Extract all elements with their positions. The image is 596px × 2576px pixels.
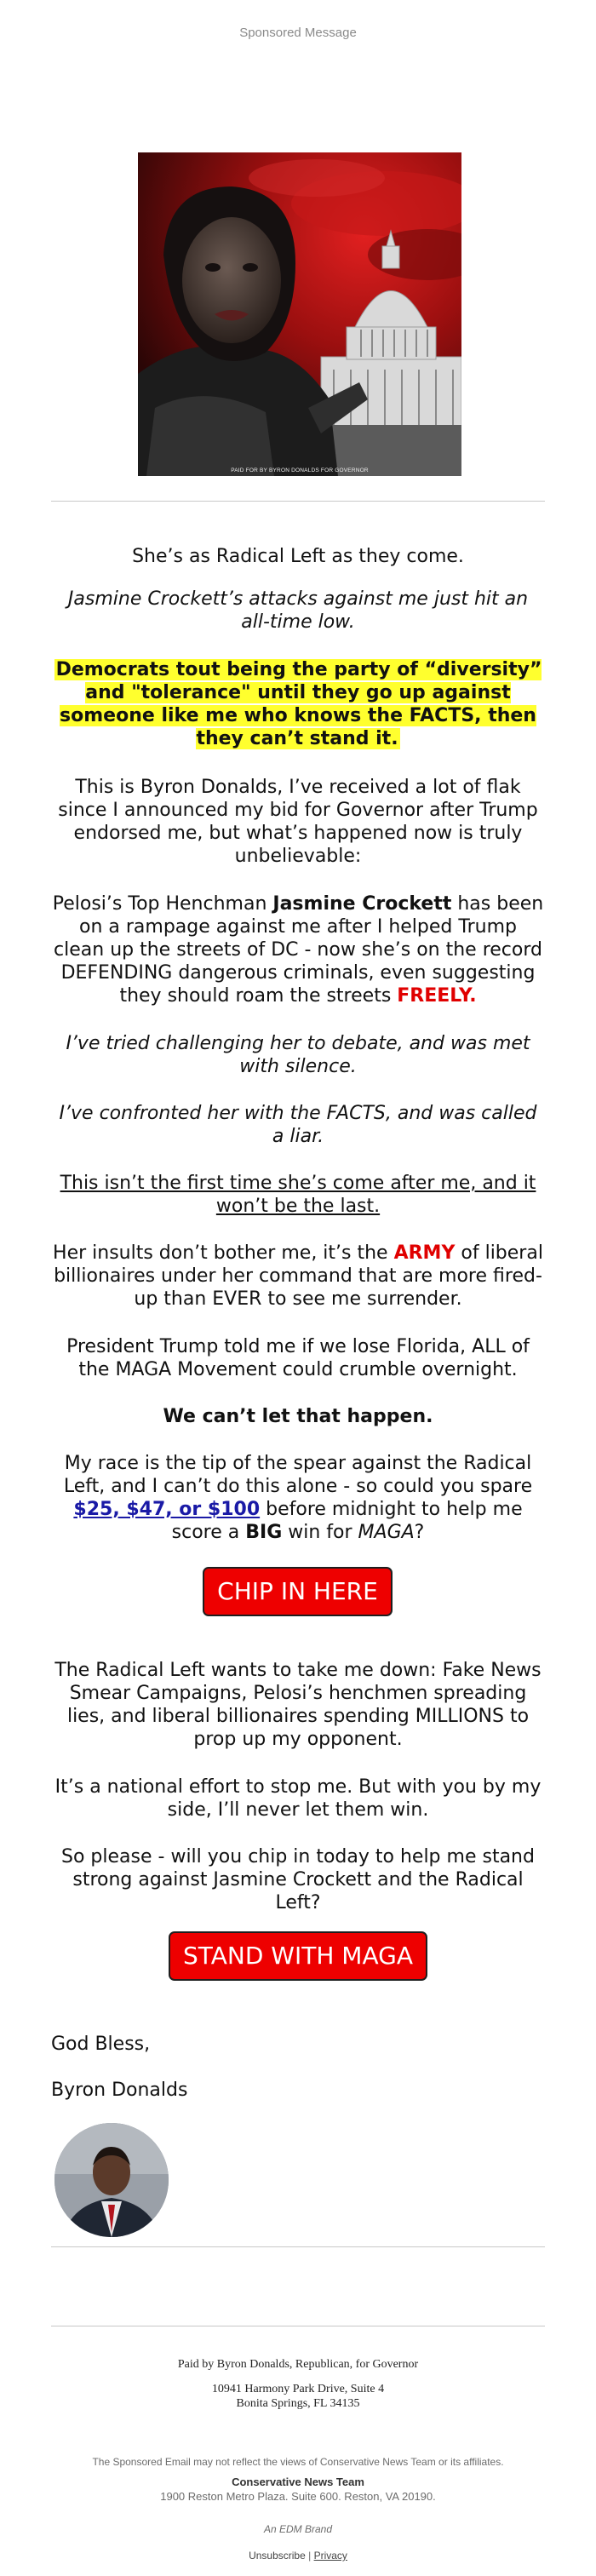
hero-image — [138, 152, 461, 476]
signature-name: Byron Donalds — [51, 2080, 188, 2101]
footer-links: Unsubscribe | Privacy — [249, 2550, 347, 2562]
body-paragraph: We can’t let that happen. — [163, 1406, 433, 1427]
body-paragraph: This is Byron Donalds, I’ve received a lot of flak since I announced my bid for Governor after Trump endorsed me, but what’s happened now is truly unbelievable: — [58, 777, 538, 867]
sponsored-label: Sponsored Message — [239, 26, 357, 40]
closing: God Bless, — [51, 2034, 151, 2055]
highlighted-paragraph — [51, 658, 545, 750]
red-emphasis: FREELY. — [397, 985, 477, 1007]
brand-line: An EDM Brand — [263, 2523, 333, 2535]
paid-for-notice: Paid by Byron Donalds, Republican, for Governor — [177, 2358, 419, 2371]
hero-illustration — [138, 152, 461, 476]
address-line: Bonita Springs, FL 34135 — [236, 2397, 360, 2410]
avatar — [54, 2123, 169, 2237]
org-address: 1900 Reston Metro Plaza. Suite 600. Reston, VA 20190. — [160, 2490, 436, 2503]
address-line: 10941 Harmony Park Drive, Suite 4 — [211, 2383, 385, 2395]
body-paragraph: I’ve confronted her with the FACTS, and was called a liar. — [59, 1103, 537, 1147]
chip-in-button[interactable]: CHIP IN HERE — [203, 1567, 393, 1616]
privacy-link[interactable]: Privacy — [313, 2550, 347, 2562]
org-name: Conservative News Team — [232, 2476, 364, 2488]
divider — [51, 2246, 545, 2247]
donation-amounts-link[interactable]: $25, $47, or $100 — [73, 1499, 261, 1520]
body-paragraph: So please - will you chip in today to help me stand strong against Jasmine Crockett and the Radical Left? — [61, 1846, 535, 1913]
body-paragraph: I’ve tried challenging her to debate, and was met with silence. — [66, 1033, 530, 1077]
disclaimer: The Sponsored Email may not reflect the views of Conservative News Team or its affiliates. — [92, 2456, 504, 2468]
body-paragraph: Her insults don’t bother me, it’s the ARMY of liberal billionaires under her command that are more fired-up than EVER to see me surrender. — [53, 1242, 543, 1310]
underlined-paragraph: This isn’t the first time she’s come after me, and it won’t be the last. — [60, 1173, 536, 1217]
body-paragraph: President Trump told me if we lose Florida, ALL of the MAGA Movement could crumble overnight. — [66, 1336, 530, 1380]
body-paragraph: The Radical Left wants to take me down: Fake News Smear Campaigns, Pelosi’s henchmen spreading lies, and liberal billionaires spending MILLIONS to prop up my opponent. — [54, 1660, 542, 1750]
highlighted-text: Democrats tout being the party of “diversity” and "tolerance" until they go up against someone like me who knows the FACTS, then they can’t stand it. — [55, 659, 542, 749]
divider — [51, 501, 545, 502]
red-emphasis: ARMY — [393, 1242, 456, 1264]
stand-with-maga-button[interactable]: STAND WITH MAGA — [169, 1931, 427, 1981]
body-paragraph: She’s as Radical Left as they come. — [132, 546, 464, 567]
hero-caption: PAID FOR BY BYRON DONALDS FOR GOVERNOR — [231, 468, 369, 473]
body-paragraph: Jasmine Crockett’s attacks against me just hit an all-time low. — [67, 588, 529, 633]
body-paragraph: My race is the tip of the spear against the Radical Left, and I can’t do this alone - so could you spare $25, $47, or $100 before midnight to help me score a BIG win for MAGA? — [63, 1453, 533, 1543]
body-paragraph: It’s a national effort to stop me. But with you by my side, I’ll never let them win. — [54, 1776, 542, 1821]
unsubscribe-link[interactable]: Unsubscribe — [249, 2550, 306, 2562]
body-paragraph: Pelosi’s Top Henchman Jasmine Crockett has been on a rampage against me after I helped Trump clean up the streets of DC - now she’s on the record DEFENDING dangerous criminals, even suggesting they should roam the streets FREELY. — [52, 893, 544, 1007]
bold-name: Jasmine Crockett — [272, 893, 452, 915]
